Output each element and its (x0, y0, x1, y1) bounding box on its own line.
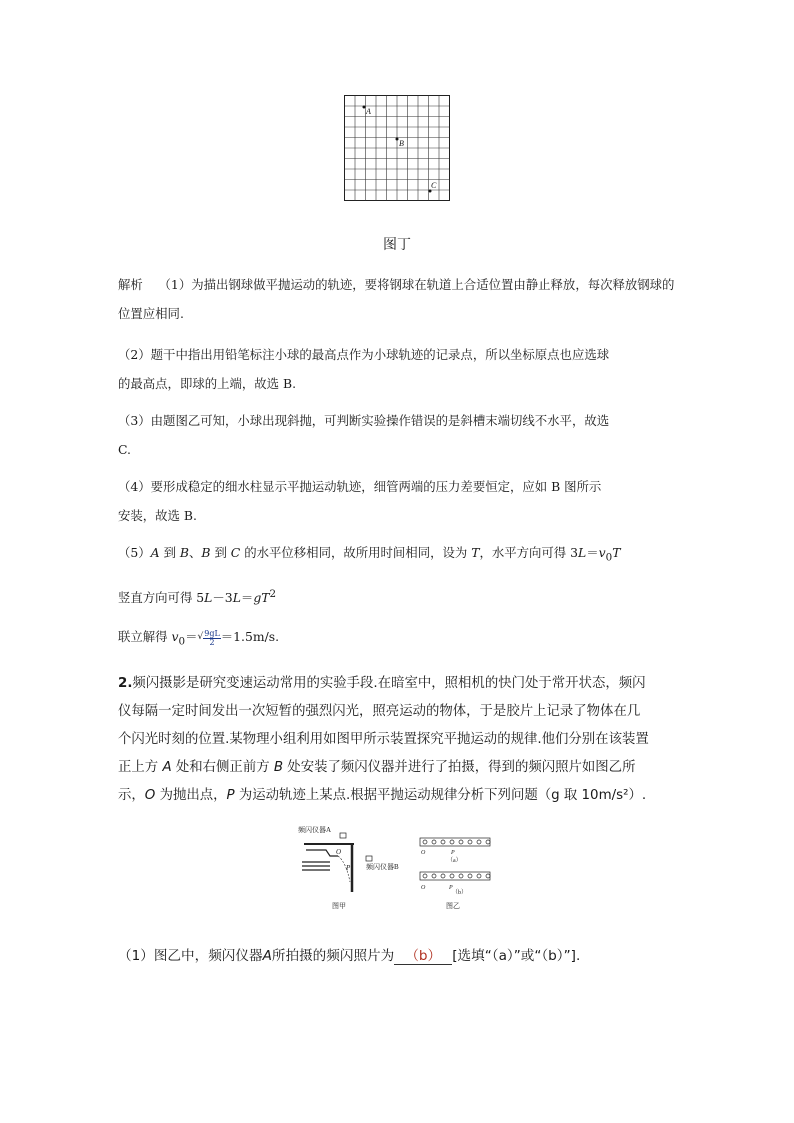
strip-b-origin: O (421, 885, 426, 891)
strip-b-label: （b） (452, 890, 468, 896)
flash-dot (432, 874, 436, 878)
flash-dot (441, 874, 445, 878)
solution-p7: 联立解得 $v_0=√\frac{9gL}{2}=1.5m/s$. (118, 622, 678, 656)
flash-dot (486, 874, 490, 878)
answer-blank[interactable]: （b） (394, 944, 452, 965)
strip-a-label: （a） (447, 858, 462, 864)
camera-a-icon (340, 833, 346, 838)
flash-dot (468, 874, 472, 878)
flash-dot (477, 840, 481, 844)
question-2-sub-1: （1）图乙中，频闪仪器A所拍摄的频闪照片为 （b） [选填“（a）”或“（b）”]. (118, 944, 580, 965)
solution-p2: （2）题干中指出用铅笔标注小球的最高点作为小球轨迹的记录点，所以坐标原点也应选球 的最高点，即球的上端，故选 B. (118, 347, 610, 391)
flash-dot (441, 840, 445, 844)
flash-dot (423, 874, 427, 878)
solution-p4: （4）要形成稳定的细水柱显示平抛运动轨迹，细管两端的压力差要恒定，应如 B 图所示 安装，故选 B. (118, 479, 602, 523)
strip-b-p: P (449, 885, 453, 891)
solution-p3: （3）由题图乙可知，小球出现斜抛，可判断实验操作错误的是斜槽末端切线不水平，故选 C. (118, 413, 610, 457)
strip-b (420, 872, 490, 880)
flash-dot (477, 874, 481, 878)
apparatus-figure (296, 822, 496, 912)
point-a-label: A (366, 107, 371, 116)
flash-dot (450, 840, 454, 844)
flash-dot (459, 874, 463, 878)
origin-o-label: O (336, 848, 342, 856)
caption-yi: 图乙 (446, 902, 460, 910)
flash-dot (423, 840, 427, 844)
point-p-label: P (346, 864, 351, 872)
flash-dot (468, 840, 472, 844)
figure-caption-ding: 图丁 (383, 237, 411, 253)
flash-dot (486, 840, 490, 844)
strip-a-origin: O (421, 850, 426, 856)
camera-a-label: 频闪仪器A (298, 826, 332, 834)
flash-dot (459, 840, 463, 844)
question-2: 2.频闪摄影是研究变速运动常用的实验手段.在暗室中，照相机的快门处于常开状态，频闪 仪每隔一定时间发出一次短暂的强烈闪光，照亮运动的物体，于是胶片上记录了物体在几 个闪光时刻的位置.某物理小组利用如图甲所示装置探究平抛运动的规律.他们分别在该装置 正上方 A 处和右侧正前方 B 处安装了频闪仪器并进行了拍摄，得到的频闪照片如图乙所 示，O 为抛出点，P 为运动轨迹上某点.根据平抛运动规律分析下列问题（g 取 10m/s²）. (118, 676, 649, 803)
fraction: $\frac{9gL}{2}$ (204, 628, 220, 647)
solution-p1: 解析 （1）为描出钢球做平抛运动的轨迹，要将钢球在轨道上合适位置由静止释放，每次释放钢球的位置应相同. (118, 277, 675, 321)
solution-label: 解析 (118, 277, 143, 292)
solution-p5: （5）A 到 B、B 到 C 的水平位移相同，故所用时间相同，设为 T，水平方向可得 $3L=v_0T$ (118, 545, 621, 564)
strip-a-p: P (451, 850, 455, 856)
point-b-label: B (399, 139, 404, 148)
solution-p6: 竖直方向可得 $5L-3L=gT^2$ (118, 588, 277, 606)
sqrt-sign: √ (197, 632, 204, 642)
grid-figure-ding (344, 95, 450, 201)
ramp (306, 850, 338, 856)
flash-dot (432, 840, 436, 844)
flash-dot (450, 874, 454, 878)
point-c-label: C (431, 181, 437, 190)
strip-a (420, 838, 490, 846)
camera-b-label: 频闪仪器B (366, 863, 399, 871)
camera-b-icon (366, 856, 372, 861)
caption-jia: 图甲 (332, 902, 346, 910)
